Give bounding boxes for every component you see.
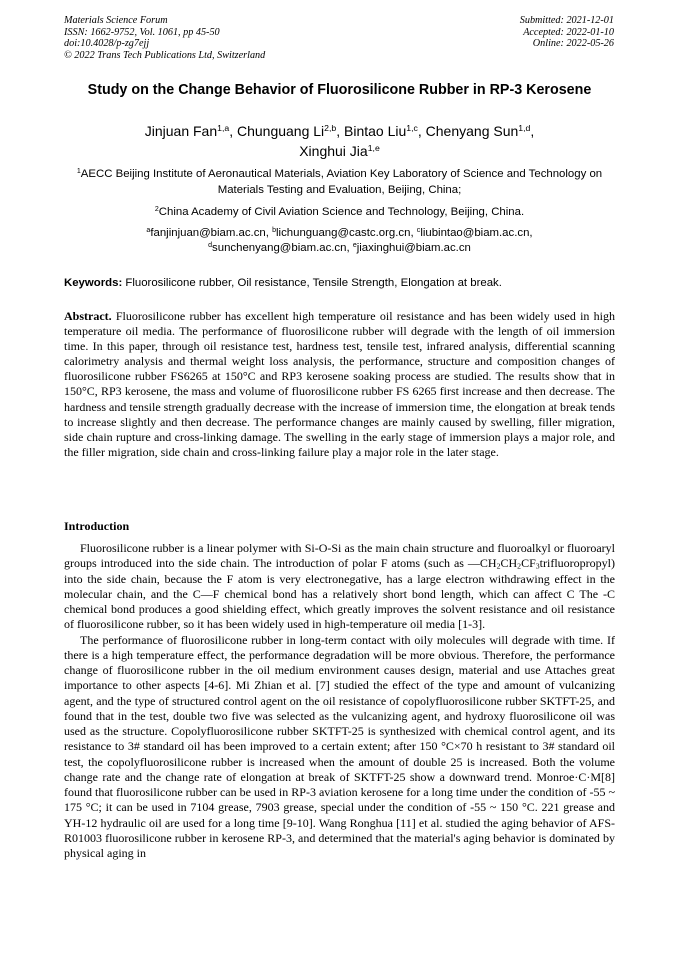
submitted-date: Submitted: 2021-12-01	[519, 15, 614, 26]
author-name: Xinghui Jia	[299, 142, 368, 159]
paragraph: Fluorosilicone rubber is a linear polymer with Si-O-Si as the main chain structure and fluoroalkyl or fluoroaryl groups introduced into the side chain. The introduction of polar F atoms (such as $—CH_2CH_2CF_3trifluoropropyl$) into the side chain, because the F atom is very electronegative, has a large electron withdrawing effect in the molecular chain, and the C—F chemical bond has a relatively short bond length, which can affect C The -C chemical bond produces a good shielding effect, which greatly improves the solvent resistance and oil resistance of fluorosilicone rubber, so it has been widely used in high-temperature oil media [1-3].	[64, 541, 615, 632]
author-affiliation-mark: 1,a	[217, 123, 230, 134]
abstract-text: Fluorosilicone rubber has excellent high temperature oil resistance and has been widely used in high temperature oil media. The performance of fluorosilicone rubber will degrade with the length of oil immersion time. In this paper, through oil resistance test, hardness test, tensile test, infrared analysis, differential scanning calorimetry analysis and thermal weight loss analysis, the performance, structure and composition changes of fluorosilicone rubber FS6265 at 150°C and RP3 kerosene soaking process are studied. The results show that in 150°C, RP3 kerosene, the mass and volume of fluorosilicone rubber FS 6265 first increase and then decrease. The hardness and tensile strength gradually decrease with the increase of immersion time, the elongation at break tends to increase slightly and then decrease. The performance changes are mainly caused by swelling, filler migration, side chain rupture and cross-linking damage. The swelling in the early stage of immersion plays a major role, and the filler migration, side chain and cross-linking failure play a major role in the later stage.	[64, 309, 615, 459]
affiliation-2: $^2$China Academy of Civil Aviation Science and Technology, Beijing, China.	[154, 206, 525, 218]
doi-line: doi:10.4028/p-zg7ejj	[64, 38, 150, 50]
journal-info	[64, 15, 265, 61]
author-affiliation-mark: 1,c	[406, 123, 418, 134]
author-name: Chenyang Sun	[425, 123, 519, 139]
keywords	[64, 276, 615, 291]
author-emails: $^a$fanjinjuan@biam.ac.cn, $^b$lichunguang@castc.org.cn, $^c$liubintao@biam.ac.cn, $^d$sunchenyang@biam.ac.cn, $^e$jiaxinghui@biam.ac.cn	[146, 227, 533, 254]
author-name: Jinjuan Fan	[144, 123, 218, 139]
accepted-date: Accepted: 2022-01-10	[523, 26, 614, 38]
author-name: Bintao Liu	[344, 123, 407, 139]
section-heading-introduction: Introduction	[64, 519, 130, 533]
submission-dates	[520, 15, 614, 50]
copyright-line: © 2022 Trans Tech Publications Ltd, Switzerland	[64, 49, 266, 61]
author-affiliation-mark: 1,e	[367, 142, 380, 153]
keywords-label: Keywords:	[64, 277, 123, 289]
email-link[interactable]: fanjinjuan@biam.ac.cn	[150, 227, 266, 239]
paper-title: Study on the Change Behavior of Fluorosilicone Rubber in RP-3 Kerosene	[87, 82, 592, 98]
email-link[interactable]: jiaxinghui@biam.ac.cn	[356, 242, 471, 254]
email-link[interactable]: liubintao@biam.ac.cn	[420, 227, 530, 239]
keywords-text: Fluorosilicone rubber, Oil resistance, Tensile Strength, Elongation at break.	[122, 277, 502, 289]
introduction-body	[64, 541, 615, 861]
author-list: Jinjuan Fan$^{1,a}$, Chunguang Li$^{2,b}$, Bintao Liu$^{1,c}$, Chenyang Sun$^{1,d}$, Xinghui Jia$^{1,e}$	[144, 123, 535, 159]
author-affiliation-mark: 1,d	[518, 123, 531, 134]
abstract	[64, 309, 615, 460]
online-date: Online: 2022-05-26	[532, 38, 614, 50]
affiliation-1: $^1$AECC Beijing Institute of Aeronautical Materials, Aviation Key Laboratory of Science and Technology on Materials Testing and Evaluation, Beijing, China;	[76, 168, 603, 196]
journal-name: Materials Science Forum	[64, 15, 168, 26]
abstract-label: Abstract.	[64, 309, 112, 323]
author-affiliation-mark: 2,b	[324, 123, 337, 134]
issn-line: ISSN: 1662-9752, Vol. 1061, pp 45-50	[64, 26, 220, 38]
email-link[interactable]: sunchenyang@biam.ac.cn	[212, 242, 347, 254]
author-name: Chunguang Li	[236, 123, 325, 139]
email-link[interactable]: lichunguang@castc.org.cn	[276, 227, 411, 239]
paragraph: The performance of fluorosilicone rubber in long-term contact with oily molecules will degrade with time. If there is a high temperature effect, the performance degradation will be more obvious. Therefore, the performance change of fluorosilicone rubber in the oil medium environment causes design, material and use Attaches great importance to other aspects [4-6]. Mi Zhian et al. [7] studied the effect of the type and amount of vulcanizing agent, and the type of structured control agent on the oil resistance of copolyfluorosilicone rubber SKTFT-25, and found that in the test, double two five was selected as the vulcanizing agent, and hydroxy fluorosilicone oil was used as the structure. Copolyfluorosilicone rubber SKTFT-25 is synthesized with chemical control agent, and its resistance to 3# standard oil has been improved to a certain extent; after 150 °C×70 h resistant to 3# standard oil test, the copolyfluorosilicone rubber is increased when the amount of double 25 is increased. Both the volume change rate and the change rate of elongation at break of SKTFT-25 show a downward trend. Monroe·C·M[8] found that fluorosilicone rubber can be used in RP-3 aviation kerosene for a long time under the condition of -55 ~ 175 °C; it can be used in 7104 grease, 7903 grease, special under the condition of -55 ~ 150 °C. 221 grease and YH-12 hydraulic oil are used for a long time [9-10]. Wang Ronghua [11] et al. studied the aging behavior of AFS-R01003 fluorosilicone rubber in kerosene RP-3, and determined that the material's aging behavior is dominated by physical aging in	[64, 632, 616, 860]
